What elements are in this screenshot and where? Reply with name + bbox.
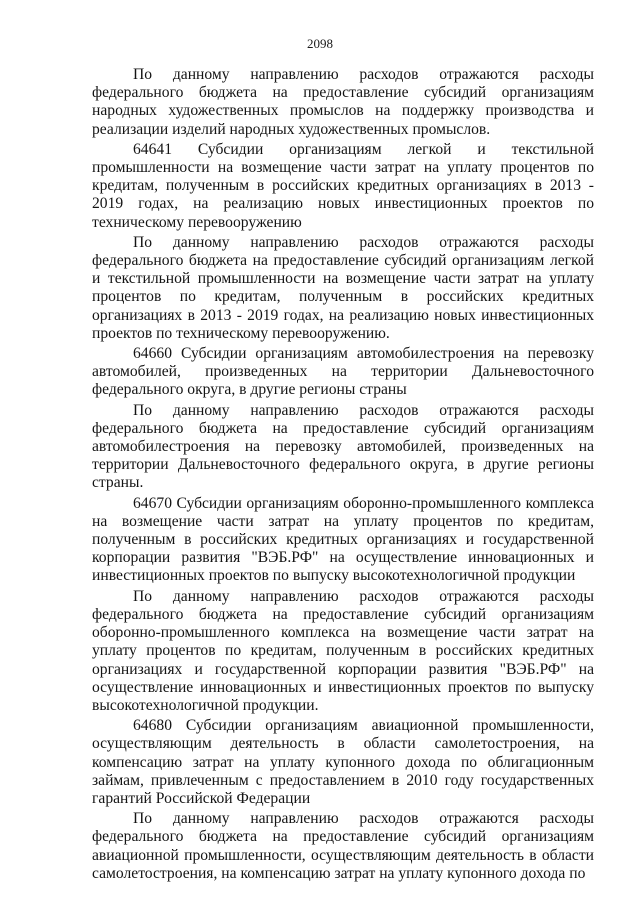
document-body <box>92 66 594 885</box>
paragraph-2-heading-64641: 64641 Субсидии организациям легкой и текстильной промышленности на возмещение части затрат на уплату процентов по кредитам, полученным в российских кредитных организациях в 2013 - 2019 годах, на реализацию новых инвестиционных проектов по техническому перевооружению <box>92 140 594 231</box>
paragraph-9: По данному направлению расходов отражаются расходы федерального бюджета на предоставление субсидий организациям авиационной промышленности, осуществляющим деятельность в области самолетостроения, на компенсацию затрат на уплату купонного дохода по <box>92 810 594 882</box>
paragraph-6-heading-64670: 64670 Субсидии организациям оборонно-промышленного комплекса на возмещение части затрат на уплату процентов по кредитам, полученным в российских кредитных организациях и государственной корпорации развития "ВЭБ.РФ" на осуществление инновационных и инвестиционных проектов по выпуску высокотехнологичной продукции <box>92 494 594 585</box>
paragraph-8-heading-64680: 64680 Субсидии организациям авиационной промышленности, осуществляющим деятельность в области самолетостроения, на компенсацию затрат на уплату купонного дохода по облигационным займам, привлеченным с предоставлением в 2010 году государственных гарантий Российской Федерации <box>92 717 594 807</box>
paragraph-3: По данному направлению расходов отражаются расходы федерального бюджета на предоставление субсидий организациям легкой и текстильной промышленности на возмещение части затрат на уплату процентов по кредитам, полученным в российских кредитных организациях в 2013 - 2019 годах, на реализацию новых инвестиционных проектов по техническому перевооружению. <box>92 233 594 342</box>
paragraph-7: По данному направлению расходов отражаются расходы федерального бюджета на предоставление субсидий организациям оборонно-промышленного комплекса на возмещение части затрат на уплату процентов по кредитам, полученным в российских кредитных организациях и государственной корпорации развития "ВЭБ.РФ" на осуществление инновационных и инвестиционных проектов по выпуску высокотехнологичной продукции. <box>92 587 594 714</box>
paragraph-5: По данному направлению расходов отражаются расходы федерального бюджета на предоставление субсидий организациям автомобилестроения на перевозку автомобилей, произведенных на территории Дальневосточного федерального округа, в другие регионы страны. <box>92 401 594 492</box>
page-number: 2098 <box>307 36 333 51</box>
paragraph-4-heading-64660: 64660 Субсидии организациям автомобилестроения на перевозку автомобилей, произведенных на территории Дальневосточного федерального округа, в другие регионы страны <box>92 345 594 399</box>
paragraph-1: По данному направлению расходов отражаются расходы федерального бюджета на предоставление субсидий организациям народных художественных промыслов на поддержку производства и реализации изделий народных художественных промыслов. <box>92 66 594 138</box>
